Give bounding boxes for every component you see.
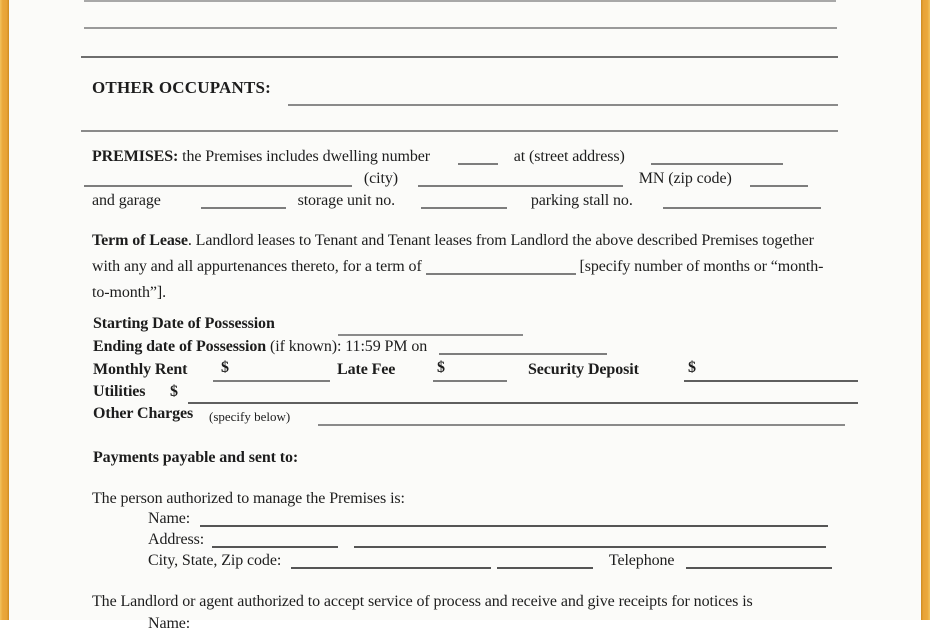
term-of-lease-text: . Landlord leases to Tenant and Tenant leases from Landlord the above described Premises together with any and all appurtenances thereto, for a term of	[92, 232, 814, 275]
manager-name-label: Name:	[148, 510, 191, 527]
other-charges-note: (specify below)	[209, 409, 291, 424]
parking-stall-label: parking stall no.	[530, 192, 633, 209]
premises-row-1	[0, 147, 930, 167]
manager-address-field-2	[354, 532, 826, 548]
state-zip-label: MN (zip code)	[638, 170, 732, 187]
payments-heading-row	[0, 448, 930, 468]
top-ruled-line-2	[84, 27, 837, 29]
manager-address-field-1	[212, 532, 338, 548]
manager-city-label: City, State, Zip code:	[148, 552, 282, 569]
section-divider-line-2	[81, 130, 838, 132]
term-length-field	[426, 259, 576, 275]
agent-name-label: Name:	[148, 615, 191, 632]
premises-row-2	[0, 169, 930, 189]
premises-label: PREMISES:	[92, 148, 179, 165]
term-of-lease-paragraph	[92, 228, 840, 306]
city-label: (city)	[363, 170, 398, 187]
late-fee-dollar-sign: $	[437, 359, 445, 376]
starting-date-label: Starting Date of Possession	[93, 315, 275, 332]
top-ruled-line-1	[84, 0, 836, 2]
garage-label: and garage	[92, 192, 161, 209]
street-address-label: at (street address)	[513, 148, 625, 165]
manager-address-label: Address:	[148, 531, 205, 548]
utilities-dollar-sign: $	[170, 383, 178, 400]
security-deposit-label: Security Deposit	[528, 361, 639, 378]
street-address-field	[651, 149, 783, 165]
agent-name-row	[0, 614, 930, 634]
manager-city-row	[0, 551, 930, 571]
security-deposit-field	[684, 360, 858, 382]
storage-unit-label: storage unit no.	[297, 192, 396, 209]
street-address-field-2	[84, 171, 352, 187]
late-fee-label: Late Fee	[337, 361, 396, 378]
premises-intro-text: the Premises includes dwelling number	[182, 148, 430, 165]
parking-stall-field	[663, 193, 821, 209]
manager-name-row	[0, 509, 930, 529]
other-occupants-field	[288, 78, 838, 106]
ending-date-label: Ending date of Possession	[93, 338, 267, 355]
premises-row-3	[0, 191, 930, 211]
agent-intro-text: The Landlord or agent authorized to accept service of process and receive and give receipts for notices is	[92, 593, 753, 610]
section-divider-line-1	[81, 56, 838, 58]
manager-address-row	[0, 530, 930, 550]
manager-telephone-field	[686, 553, 832, 569]
zip-code-field	[750, 171, 808, 187]
utilities-field	[188, 382, 858, 404]
storage-unit-field	[421, 193, 507, 209]
other-charges-label: Other Charges	[93, 405, 194, 422]
monthly-rent-field	[213, 360, 330, 382]
city-field	[418, 171, 623, 187]
other-charges-field	[318, 404, 845, 426]
manager-intro-text: The person authorized to manage the Premises is:	[92, 490, 405, 507]
agent-intro-row	[0, 592, 930, 612]
utilities-label: Utilities	[93, 383, 146, 400]
term-of-lease-label: Term of Lease	[92, 232, 188, 249]
monthly-rent-label: Monthly Rent	[93, 361, 188, 378]
security-deposit-dollar-sign: $	[688, 359, 696, 376]
manager-intro-row	[0, 489, 930, 509]
other-occupants-label: OTHER OCCUPANTS:	[92, 78, 272, 97]
ending-date-suffix: (if known): 11:59 PM on	[270, 338, 428, 355]
starting-date-field	[338, 314, 523, 336]
garage-field	[201, 193, 286, 209]
dwelling-number-field	[458, 149, 498, 165]
ending-date-row	[0, 337, 930, 357]
ending-date-field	[439, 339, 607, 355]
manager-telephone-label: Telephone	[608, 552, 675, 569]
term-of-lease-text-2: [specify number of months or “month-to-month”].	[92, 258, 824, 301]
manager-city-field-1	[291, 553, 491, 569]
manager-name-field	[200, 511, 828, 527]
late-fee-field	[433, 360, 507, 382]
manager-city-field-2	[497, 553, 593, 569]
payments-heading: Payments payable and sent to:	[93, 449, 299, 466]
monthly-rent-dollar-sign: $	[221, 359, 229, 376]
